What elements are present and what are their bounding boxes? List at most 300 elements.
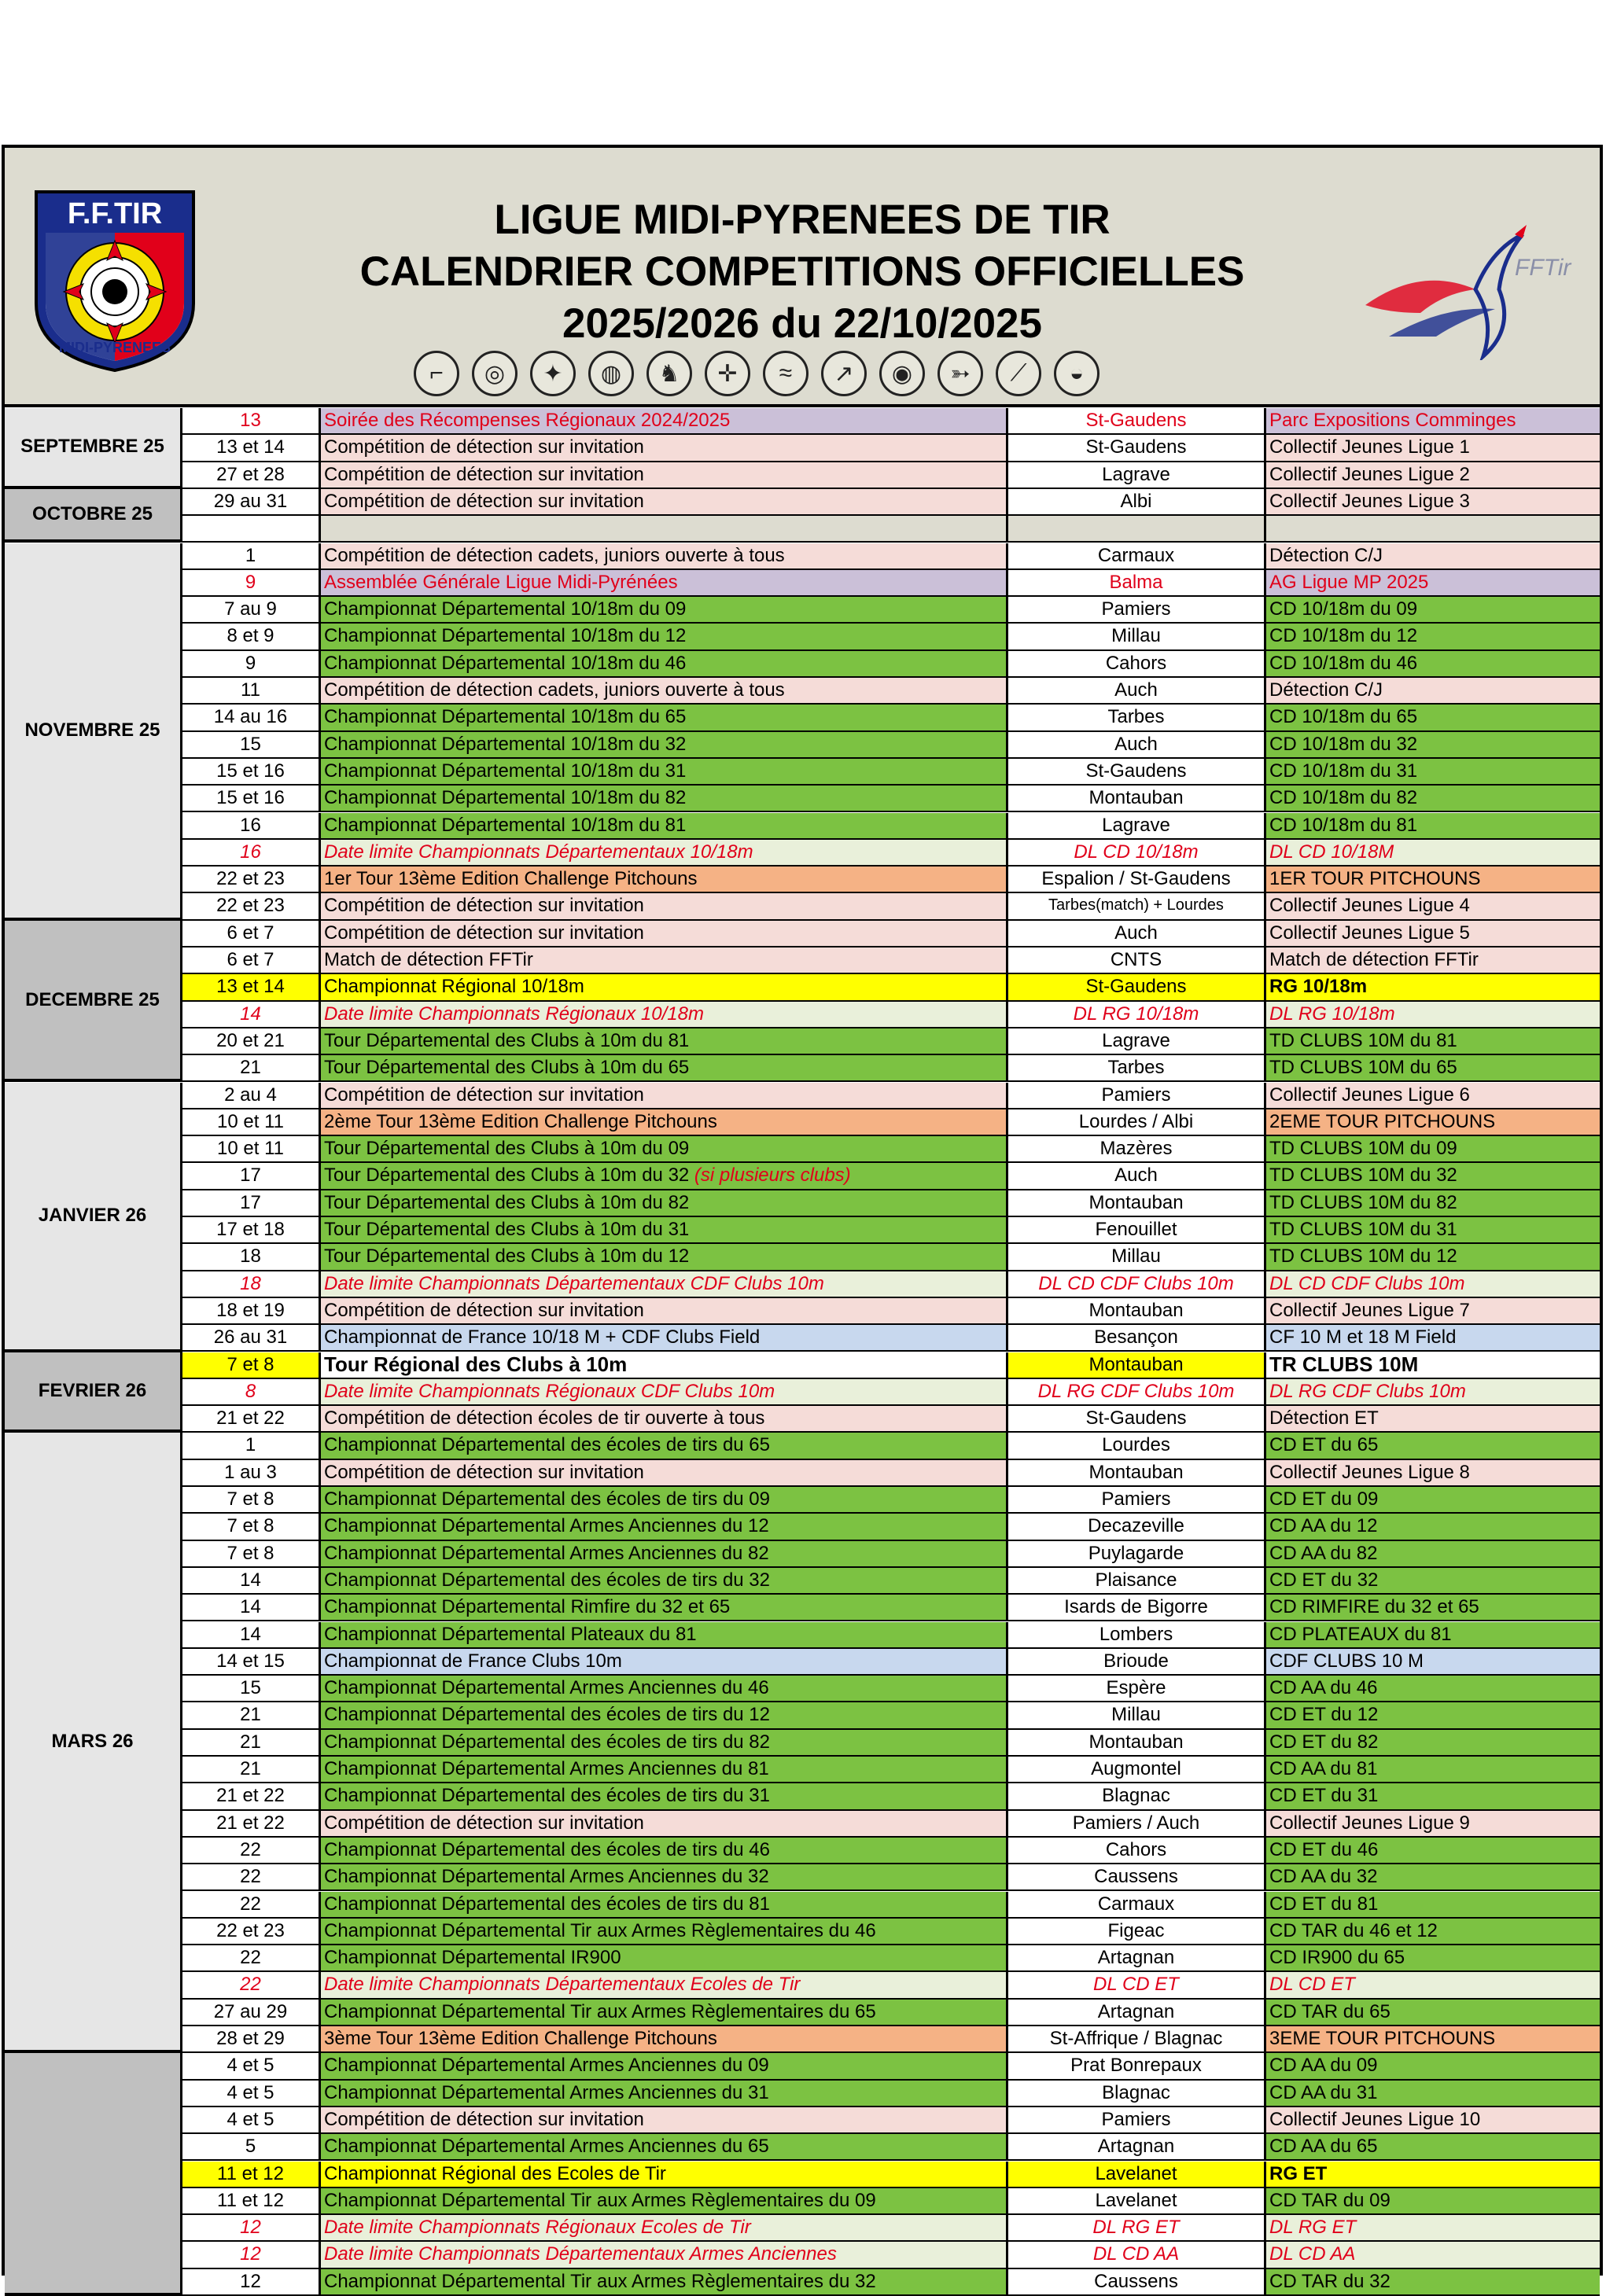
event-place: Brioude [1008,1649,1266,1676]
table-row [5,2000,1600,2026]
table-row [5,651,1600,678]
event-place: Lavelanet [1008,2162,1266,2188]
event-code: Détection C/J [1266,678,1600,705]
event-date: 29 au 31 [182,489,321,516]
event-name: Championnat Départemental 10/18m du 82 [321,786,1008,812]
event-code: CD 10/18m du 81 [1266,813,1600,840]
event-code: Collectif Jeunes Ligue 3 [1266,489,1600,516]
event-code: Collectif Jeunes Ligue 2 [1266,462,1600,489]
event-name: Championnat Départemental 10/18m du 12 [321,624,1008,650]
table-row [5,1568,1600,1595]
event-code: CD TAR du 65 [1266,2000,1600,2026]
event-name: Compétition de détection cadets, juniors ouverte à tous [321,678,1008,705]
event-name: Date limite Championnats Régionaux Ecoles de Tir [321,2215,1008,2242]
event-place: Artagnan [1008,1945,1266,1972]
event-place: Mazères [1008,1136,1266,1163]
event-place: Prat Bonrepaux [1008,2053,1266,2080]
event-name: Championnat Départemental des écoles de tirs du 32 [321,1568,1008,1595]
event-date: 21 et 22 [182,1811,321,1838]
event-place: St-Gaudens [1008,1406,1266,1433]
event-code: CD 10/18m du 12 [1266,624,1600,650]
table-row [5,624,1600,650]
table-row [5,1811,1600,1838]
event-place: Pamiers [1008,1083,1266,1109]
event-name: Championnat Départemental des écoles de tirs du 65 [321,1433,1008,1459]
event-date: 21 et 22 [182,1783,321,1810]
event-code: CD RIMFIRE du 32 et 65 [1266,1595,1600,1621]
event-name: Championnat Départemental 10/18m du 32 [321,732,1008,759]
event-date: 14 et 15 [182,1649,321,1676]
event-code: TD CLUBS 10M du 32 [1266,1163,1600,1190]
table-row [5,1622,1600,1649]
event-name: Championnat Régional des Ecoles de Tir [321,2162,1008,2188]
event-date: 15 [182,732,321,759]
svg-text:MIDI-PYRENEES: MIDI-PYRENEES [58,340,171,355]
table-row [5,1757,1600,1783]
event-date: 13 et 14 [182,974,321,1001]
event-place: Carmaux [1008,1892,1266,1919]
event-code: RG 10/18m [1266,974,1600,1001]
event-code: DL RG 10/18m [1266,1002,1600,1028]
event-code: 1ER TOUR PITCHOUNS [1266,867,1600,893]
event-date: 18 [182,1244,321,1271]
event-date: 27 au 29 [182,2000,321,2026]
table-row [5,1730,1600,1757]
event-date: 10 et 11 [182,1109,321,1136]
event-code: TD CLUBS 10M du 82 [1266,1190,1600,1217]
event-place: Lavelanet [1008,2188,1266,2215]
table-row [5,1190,1600,1217]
event-code: 3EME TOUR PITCHOUNS [1266,2026,1600,2053]
event-code: CD TAR du 46 et 12 [1266,1919,1600,1945]
table-row [5,893,1600,920]
table-row [5,1352,1600,1379]
month-label: MARS 26 [5,1433,182,2053]
table-row [5,1838,1600,1864]
event-place: Artagnan [1008,2134,1266,2161]
event-name: Championnat de France Clubs 10m [321,1649,1008,1676]
event-name: Compétition de détection sur invitation [321,435,1008,462]
event-name: Championnat Départemental des écoles de tirs du 09 [321,1487,1008,1514]
table-row [5,678,1600,705]
table-row [5,1945,1600,1972]
event-name: Date limite Championnats Régionaux CDF Clubs 10m [321,1379,1008,1406]
event-code: 2EME TOUR PITCHOUNS [1266,1109,1600,1136]
event-place: Auch [1008,678,1266,705]
event-name: Championnat Départemental Rimfire du 32 et 65 [321,1595,1008,1621]
event-place: Pamiers [1008,2107,1266,2134]
event-date: 6 et 7 [182,921,321,947]
target-icon: ◎ [472,351,518,396]
event-place: DL CD 10/18m [1008,840,1266,867]
event-code: CD ET du 09 [1266,1487,1600,1514]
month-label: OCTOBRE 25 [5,489,182,543]
event-date: 4 et 5 [182,2081,321,2107]
event-name: Tour Départemental des Clubs à 10m du 82 [321,1190,1008,1217]
event-name: Compétition de détection écoles de tir ouverte à tous [321,1406,1008,1433]
event-date: 13 et 14 [182,435,321,462]
event-place: Montauban [1008,1352,1266,1379]
event-date: 8 et 9 [182,624,321,650]
shotgun-icon: ✦ [530,351,576,396]
event-code: Collectif Jeunes Ligue 6 [1266,1083,1600,1109]
event-place: Auch [1008,1163,1266,1190]
event-code: CD AA du 65 [1266,2134,1600,2161]
table-row [5,1919,1600,1945]
event-place: Artagnan [1008,2000,1266,2026]
event-place: Cahors [1008,1838,1266,1864]
event-name: Championnat Départemental Armes Anciennes du 12 [321,1514,1008,1540]
event-name: Championnat Départemental Armes Anciennes du 82 [321,1541,1008,1568]
event-code: DL CD AA [1266,2242,1600,2268]
event-place: St-Affrique / Blagnac [1008,2026,1266,2053]
event-place: Isards de Bigorre [1008,1595,1266,1621]
event-note: (si plusieurs clubs) [689,1165,851,1187]
event-name: Soirée des Récompenses Régionaux 2024/2025 [321,408,1008,435]
event-code: Détection C/J [1266,543,1600,570]
event-name: Championnat Départemental Tir aux Armes Règlementaires du 09 [321,2188,1008,2215]
event-place: Figeac [1008,1919,1266,1945]
crossbow-icon: ✛ [705,351,750,396]
table-row [5,597,1600,624]
event-code: TD CLUBS 10M du 31 [1266,1217,1600,1244]
table-row [5,732,1600,759]
event-date: 21 [182,1757,321,1783]
event-name: Compétition de détection sur invitation [321,2107,1008,2134]
event-place: Balma [1008,570,1266,597]
table-row [5,867,1600,893]
event-name: Championnat Départemental Armes Anciennes du 31 [321,2081,1008,2107]
event-name: Compétition de détection sur invitation [321,1083,1008,1109]
event-place: CNTS [1008,947,1266,974]
event-code: CD ET du 46 [1266,1838,1600,1864]
fftir-rooster-logo [1357,219,1586,360]
event-place: Montauban [1008,1730,1266,1757]
title-line-2: CALENDRIER COMPETITIONS OFFICIELLES [359,248,1245,295]
event-name: Championnat Départemental Tir aux Armes Règlementaires du 32 [321,2269,1008,2296]
event-date: 22 et 23 [182,867,321,893]
event-date: 11 [182,678,321,705]
event-date: 5 [182,2134,321,2161]
event-code: CD TAR du 32 [1266,2269,1600,2296]
event-code: CD AA du 31 [1266,2081,1600,2107]
event-code: DL CD 10/18M [1266,840,1600,867]
table-row [5,786,1600,812]
event-name: Championnat Départemental des écoles de tirs du 81 [321,1892,1008,1919]
table-row [5,1163,1600,1190]
event-name: Championnat Départemental Armes Anciennes du 46 [321,1676,1008,1702]
month-label: SEPTEMBRE 25 [5,408,182,489]
event-code: TD CLUBS 10M du 09 [1266,1136,1600,1163]
event-place: Espalion / St-Gaudens [1008,867,1266,893]
table-row [5,408,1600,435]
event-code: AG Ligue MP 2025 [1266,570,1600,597]
calendar-sheet [2,145,1603,2292]
event-code: CD PLATEAUX du 81 [1266,1622,1600,1649]
event-date: 12 [182,2269,321,2296]
event-date: 15 et 16 [182,759,321,786]
event-date: 15 [182,1676,321,1702]
event-code: Collectif Jeunes Ligue 9 [1266,1811,1600,1838]
event-code: CD ET du 12 [1266,1702,1600,1729]
svg-text:FFTir: FFTir [1515,255,1571,281]
table-row [5,1460,1600,1487]
event-place: DL CD ET [1008,1972,1266,1999]
event-code: CF 10 M et 18 M Field [1266,1325,1600,1352]
event-name: Championnat Départemental Armes Anciennes du 81 [321,1757,1008,1783]
event-name: Championnat Départemental Tir aux Armes Règlementaires du 46 [321,1919,1008,1945]
event-name: Compétition de détection cadets, juniors ouverte à tous [321,543,1008,570]
event-name: Tour Départemental des Clubs à 10m du 09 [321,1136,1008,1163]
event-date: 22 [182,1892,321,1919]
event-date: 21 [182,1055,321,1082]
event-place: Albi [1008,489,1266,516]
event-code: RG ET [1266,2162,1600,2188]
event-date: 21 et 22 [182,1406,321,1433]
event-date: 14 [182,1002,321,1028]
table-row [5,1055,1600,1082]
table-row [5,813,1600,840]
table-row [5,2188,1600,2215]
event-date: 14 au 16 [182,705,321,731]
event-date: 7 et 8 [182,1487,321,1514]
event-date: 14 [182,1568,321,1595]
prone-shooter-icon: ➳ [937,351,983,396]
table-row [5,1379,1600,1406]
event-place: DL RG ET [1008,2215,1266,2242]
event-place: Tarbes [1008,1055,1266,1082]
event-code: CDF CLUBS 10 M [1266,1649,1600,1676]
event-name: 1er Tour 13ème Edition Challenge Pitchouns [321,867,1008,893]
table-row [5,1676,1600,1702]
event-date: 12 [182,2215,321,2242]
event-date: 17 [182,1190,321,1217]
table-row [5,462,1600,489]
event-date: 11 et 12 [182,2162,321,2188]
event-date: 9 [182,651,321,678]
event-date [182,516,321,543]
event-date: 4 et 5 [182,2107,321,2134]
event-place: Lombers [1008,1622,1266,1649]
event-place: Caussens [1008,2269,1266,2296]
event-code: TR CLUBS 10M [1266,1352,1600,1379]
event-name: Tour Départemental des Clubs à 10m du 31 [321,1217,1008,1244]
table-row [5,705,1600,731]
event-code: CD TAR du 09 [1266,2188,1600,2215]
event-name: Compétition de détection sur invitation [321,462,1008,489]
table-row [5,2081,1600,2107]
event-place: DL CD AA [1008,2242,1266,2268]
event-place: Blagnac [1008,2081,1266,2107]
table-row [5,516,1600,543]
event-name [321,516,1008,543]
event-date: 18 [182,1271,321,1298]
event-code: DL CD ET [1266,1972,1600,1999]
event-place: Pamiers / Auch [1008,1811,1266,1838]
event-place: St-Gaudens [1008,408,1266,435]
month-label: JANVIER 26 [5,1083,182,1352]
event-name: Compétition de détection sur invitation [321,1811,1008,1838]
event-date: 12 [182,2242,321,2268]
event-place: Cahors [1008,651,1266,678]
event-name: Championnat Départemental des écoles de tirs du 31 [321,1783,1008,1810]
event-place: Tarbes(match) + Lourdes [1008,893,1266,920]
event-place: Plaisance [1008,1568,1266,1595]
event-code: DL CD CDF Clubs 10m [1266,1271,1600,1298]
month-label: DECEMBRE 25 [5,921,182,1083]
svg-text:F.F.TIR: F.F.TIR [67,197,163,230]
event-date: 28 et 29 [182,2026,321,2053]
table-row [5,1541,1600,1568]
event-code: TD CLUBS 10M du 65 [1266,1055,1600,1082]
event-code: Collectif Jeunes Ligue 4 [1266,893,1600,920]
event-place: Caussens [1008,1864,1266,1891]
event-name: Championnat Départemental 10/18m du 81 [321,813,1008,840]
table-row [5,1487,1600,1514]
event-name: 2ème Tour 13ème Edition Challenge Pitchouns [321,1109,1008,1136]
event-code: TD CLUBS 10M du 12 [1266,1244,1600,1271]
event-date: 16 [182,813,321,840]
calendar-header [5,148,1600,407]
event-date: 7 au 9 [182,597,321,624]
event-code: CD 10/18m du 65 [1266,705,1600,731]
title-line-1: LIGUE MIDI-PYRENEES DE TIR [494,197,1111,243]
event-date: 22 [182,1864,321,1891]
table-row [5,1406,1600,1433]
table-row [5,1649,1600,1676]
event-place: Montauban [1008,1298,1266,1325]
event-date: 4 et 5 [182,2053,321,2080]
event-date: 22 et 23 [182,1919,321,1945]
event-place: DL RG 10/18m [1008,1002,1266,1028]
event-date: 9 [182,570,321,597]
event-date: 6 et 7 [182,947,321,974]
event-date: 22 [182,1972,321,1999]
event-name: Tour Départemental des Clubs à 10m du 12 [321,1244,1008,1271]
event-name: Compétition de détection sur invitation [321,893,1008,920]
event-place: Espère [1008,1676,1266,1702]
event-name: Championnat Départemental 10/18m du 46 [321,651,1008,678]
table-row [5,1244,1600,1271]
event-code: DL RG CDF Clubs 10m [1266,1379,1600,1406]
event-date: 17 [182,1163,321,1190]
event-code: CD AA du 09 [1266,2053,1600,2080]
event-date: 7 et 8 [182,1514,321,1540]
table-row [5,1783,1600,1810]
table-row [5,1325,1600,1352]
event-name: Date limite Championnats Départementaux Ecoles de Tir [321,1972,1008,1999]
event-code: CD 10/18m du 32 [1266,732,1600,759]
event-name: Championnat Régional 10/18m [321,974,1008,1001]
table-row [5,1864,1600,1891]
event-place: Pamiers [1008,1487,1266,1514]
event-name: Assemblée Générale Ligue Midi-Pyrénées [321,570,1008,597]
table-row [5,2107,1600,2134]
event-code: CD ET du 65 [1266,1433,1600,1459]
event-date: 22 et 23 [182,893,321,920]
event-place: St-Gaudens [1008,759,1266,786]
table-row [5,759,1600,786]
table-row [5,543,1600,570]
table-row [5,840,1600,867]
event-code: CD 10/18m du 09 [1266,597,1600,624]
title-line-3: 2025/2026 du 22/10/2025 [562,300,1042,347]
event-code: CD AA du 46 [1266,1676,1600,1702]
event-name: Compétition de détection sur invitation [321,1298,1008,1325]
event-date: 26 au 31 [182,1325,321,1352]
event-place: Besançon [1008,1325,1266,1352]
table-row [5,1217,1600,1244]
table-row [5,1002,1600,1028]
discipline-pictograms [414,351,1247,403]
event-date: 22 [182,1838,321,1864]
event-place: DL RG CDF Clubs 10m [1008,1379,1266,1406]
event-code: Détection ET [1266,1406,1600,1433]
event-name: Date limite Championnats Départementaux Armes Anciennes [321,2242,1008,2268]
event-date: 7 et 8 [182,1352,321,1379]
event-place: Lagrave [1008,813,1266,840]
event-date: 20 et 21 [182,1028,321,1055]
turtle-icon: ◒ [1054,351,1100,396]
event-code: CD AA du 12 [1266,1514,1600,1540]
event-code: CD AA du 82 [1266,1541,1600,1568]
field-target-icon: ◍ [588,351,634,396]
event-code: CD AA du 81 [1266,1757,1600,1783]
event-code: CD 10/18m du 31 [1266,759,1600,786]
event-code: CD 10/18m du 82 [1266,786,1600,812]
event-place: Auch [1008,921,1266,947]
event-place: DL CD CDF Clubs 10m [1008,1271,1266,1298]
event-code [1266,516,1600,543]
event-place: Fenouillet [1008,1217,1266,1244]
event-place: Millau [1008,1244,1266,1271]
event-date: 27 et 28 [182,462,321,489]
event-code: Collectif Jeunes Ligue 5 [1266,921,1600,947]
event-date: 10 et 11 [182,1136,321,1163]
event-name: Championnat Départemental Tir aux Armes Règlementaires du 65 [321,2000,1008,2026]
event-date: 21 [182,1702,321,1729]
event-code: DL RG ET [1266,2215,1600,2242]
event-date: 11 et 12 [182,2188,321,2215]
event-name: Tour Départemental des Clubs à 10m du 65 [321,1055,1008,1082]
table-row [5,1298,1600,1325]
event-place: St-Gaudens [1008,435,1266,462]
event-date: 18 et 19 [182,1298,321,1325]
event-place: Montauban [1008,786,1266,812]
event-name: 3ème Tour 13ème Edition Challenge Pitchouns [321,2026,1008,2053]
table-row [5,1972,1600,1999]
table-row [5,2242,1600,2268]
event-name: Championnat Départemental des écoles de tirs du 82 [321,1730,1008,1757]
event-code: CD ET du 32 [1266,1568,1600,1595]
event-date: 8 [182,1379,321,1406]
event-place: Lagrave [1008,1028,1266,1055]
event-place: Lourdes / Albi [1008,1109,1266,1136]
event-name: Tour Départemental des Clubs à 10m du 81 [321,1028,1008,1055]
table-row [5,2215,1600,2242]
event-date: 14 [182,1622,321,1649]
event-code: Parc Expositions Comminges [1266,408,1600,435]
event-place: Millau [1008,1702,1266,1729]
table-row [5,1083,1600,1109]
event-place: Carmaux [1008,543,1266,570]
event-date: 17 et 18 [182,1217,321,1244]
event-date: 7 et 8 [182,1541,321,1568]
event-date: 15 et 16 [182,786,321,812]
event-place: Augmontel [1008,1757,1266,1783]
event-place: Tarbes [1008,705,1266,731]
table-row [5,435,1600,462]
